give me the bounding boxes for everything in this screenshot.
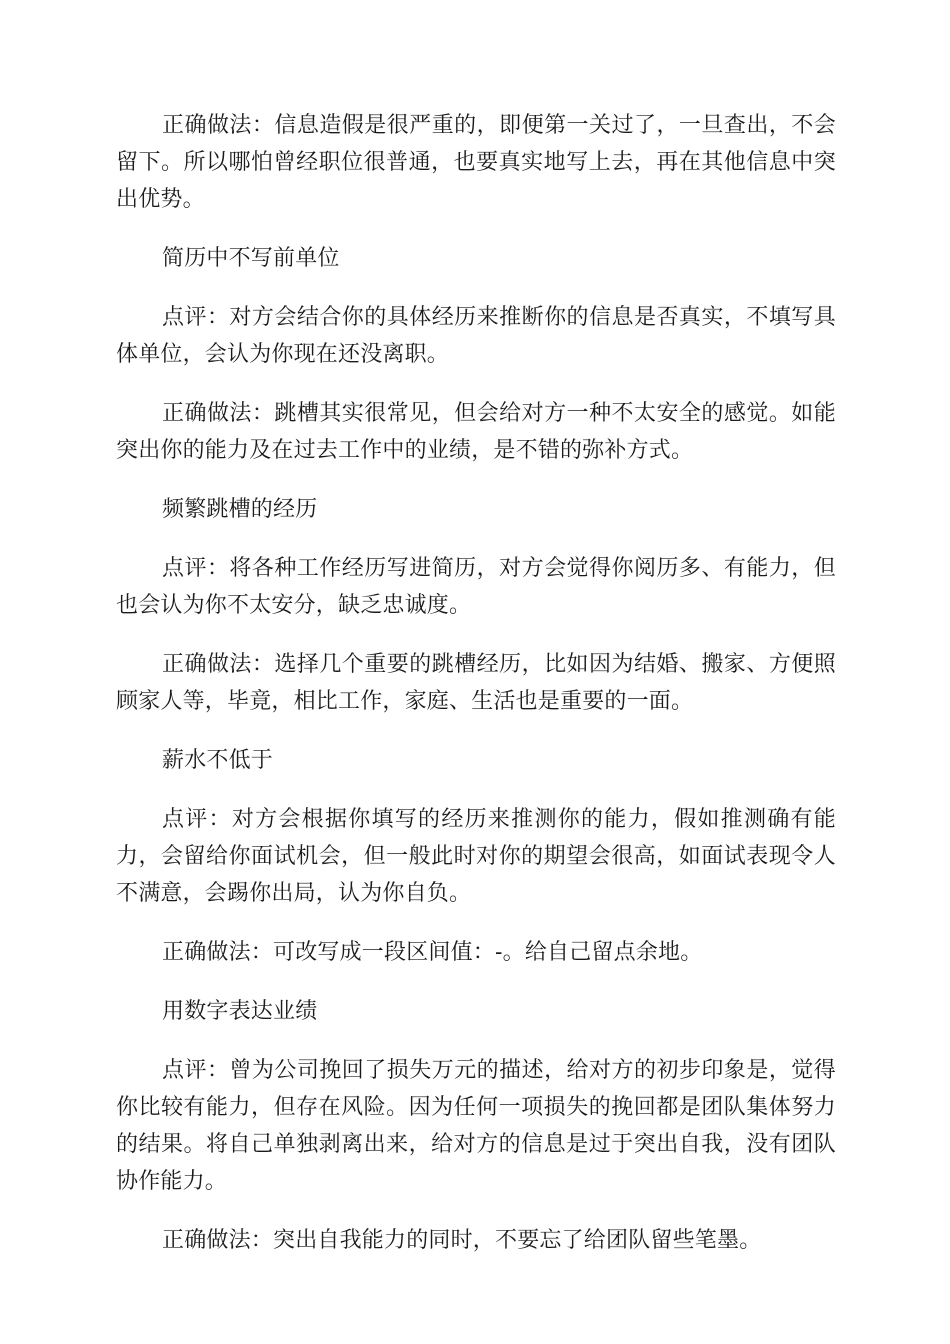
paragraph-correct-method-3: 正确做法：选择几个重要的跳槽经历，比如因为结婚、搬家、方便照顾家人等，毕竟，相比工作，家庭、生活也是重要的一面。 [116, 652, 836, 714]
section-heading-numbers-performance: 用数字表达业绩 [162, 999, 318, 1024]
section-heading-frequent-job-hopping: 频繁跳槽的经历 [162, 497, 318, 522]
paragraph-comment-2: 点评：对方会结合你的具体经历来推断你的信息是否真实，不填写具体单位，会认为你现在还没离职。 [116, 305, 836, 367]
document-body [116, 107, 836, 1281]
paragraph-correct-method-2: 正确做法：跳槽其实很常见，但会给对方一种不太安全的感觉。如能突出你的能力及在过去工作中的业绩，是不错的弥补方式。 [116, 401, 836, 463]
paragraph-correct-method-4: 正确做法：可改写成一段区间值：-。给自己留点余地。 [162, 940, 703, 965]
paragraph-comment-3: 点评：将各种工作经历写进简历，对方会觉得你阅历多、有能力，但也会认为你不太安分，缺乏忠诚度。 [116, 556, 836, 618]
section-heading-salary: 薪水不低于 [162, 748, 274, 773]
paragraph-correct-method-1: 正确做法：信息造假是很严重的，即便第一关过了，一旦查出，不会留下。所以哪怕曾经职位很普通，也要真实地写上去，再在其他信息中突出优势。 [116, 113, 836, 212]
paragraph-comment-5: 点评：曾为公司挽回了损失万元的描述，给对方的初步印象是，觉得你比较有能力，但存在风险。因为任何一项损失的挽回都是团队集体努力的结果。将自己单独剥离出来，给对方的信息是过于突出自我，没有团队协作能力。 [116, 1058, 836, 1194]
paragraph-correct-method-5: 正确做法：突出自我能力的同时，不要忘了给团队留些笔墨。 [162, 1228, 762, 1253]
section-heading-no-previous-employer: 简历中不写前单位 [162, 246, 340, 271]
paragraph-comment-4: 点评：对方会根据你填写的经历来推测你的能力，假如推测确有能力，会留给你面试机会，但一般此时对你的期望会很高，如面试表现令人不满意，会踢你出局，认为你自负。 [116, 807, 836, 906]
